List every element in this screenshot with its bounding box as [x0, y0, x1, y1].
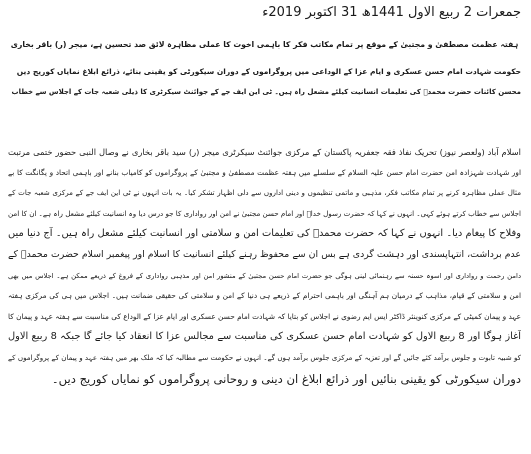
body-line: اجلاس سے خطاب کرتے ہوئے کہی۔ انہوں نے کہا کہ حضرت رسول خداؐ اور امام حسن مجتبیٰ نے امن اور رواداری کا جو درس دیا وہ انسانیت کیلئے مشعل راہ ہے۔ ان کا امن — [8, 208, 521, 218]
dateline: جمعرات 2 ربیع الاول 1441ھ 31 اکتوبر 2019ء — [262, 5, 521, 20]
body-line: آغاز ہوگا اور 8 ربیع الاول کو شہادت امام حسن عسکری کی مناسبت سے مجالس عزا کا انعقاد کیا جائے گا جبکہ 8 ربیع الاول — [8, 331, 521, 343]
body-line: اسلام آباد (ولعصر نیوز) تحریک نفاذ فقہ جعفریہ پاکستان کے مرکزی جوائنٹ سیکرٹری میجر (ر) سید باقر بخاری نے وصال النبی حضور ختمی مرتبت — [8, 147, 521, 157]
headline: ہفتہ عظمت مصطفیٰ و مجتبیٰ کے موقع پر تمام مکاتب فکر کا باہمی اخوت کا عملی مظاہرہ لائق صد تحسین ہے، میجر (ر) باقر بخاری — [10, 40, 519, 49]
body-line: مثال عملی مظاہرہ کرنے پر تمام مکاتب فکر، مذہبی و ماتمی تنظیموں و دینی اداروں سے دلی اظہار تشکر کیا۔ یہ بات انہوں نے ٹی این ایف جے کے مرکزی شعبہ جات کے — [8, 188, 521, 198]
body-line: عہد و پیمان کمیٹی کے مرکزی کنوینئر ڈاکٹر ایس ایم رضوی نے اجلاس کو بتایا کہ شہادت امام حسن عسکری اور ایام عزا کے الوداع کی مناسبت سے ہفتہ عہد و پیمان کا — [8, 311, 521, 321]
body-line: وفلاح کا پیغام دیا۔ انہوں نے کہا کہ حضرت محمدؐ کی تعلیمات امن و سلامتی اور انسانیت کیلئے مشعل راہ ہیں۔ آج دنیا میں — [8, 228, 521, 240]
subhead-2: محسن کائنات حضرت محمدؐ کی تعلیمات انسانیت کیلئے مشعل راہ ہیں۔ ٹی این ایف جے کے جوائنٹ سیکرٹری کا ذیلی شعبہ جات کے اجلاس سے خطاب — [11, 88, 521, 96]
body-line: اور شہادت شہزادہ امن حضرت امام حسن علیہ السلام کے سلسلے میں ہفتہ عظمت مصطفیٰ و مجتبیٰ کے پروگراموں کو کامیاب بنانے اور باہمی اتحاد و یگانگت کا بے — [8, 167, 521, 177]
body-line: کو شبیہ تابوت و جلوس برآمد کئے جائیں گے اور تعزیہ کے مرکزی جلوس برآمد ہوں گے۔ انہوں نے حکومت سے مطالبہ کیا کہ ملک بھر میں ہفتہ عہد و پیمان کے پروگراموں کے — [8, 352, 521, 362]
body-line: دامن رحمت و رواداری اور اسوہ حسنہ سے رہنمائی لینی ہوگی جو حضرت امام حسن مجتبیٰ کے منشور امن اور مذہبی رواداری کے فروغ کے ذریعے ممکن ہے۔ اجلاس میں بھی — [8, 271, 521, 280]
article-body — [8, 142, 521, 389]
body-line: امن و سلامتی کے قیام، مذاہب کے درمیان ہم آہنگی اور باہمی احترام کے ذریعے ہی دنیا کے امن و سلامتی کی حقیقی ضمانت ہیں۔ اجلاس میں ہی کی مرکزی ہفتہ — [8, 291, 521, 301]
subheads — [8, 62, 521, 102]
body-line: عدم برداشت، انتہاپسندی اور دہشت گردی ہے بس ان سے محفوظ رہنے کیلئے انسانیت کا اسلام اور پیغمبر اسلام حضرت محمدؐ کے — [8, 248, 521, 260]
body-line: دوران سیکورٹی کو یقینی بنائیں اور ذرائع ابلاغ ان دینی و روحانی پروگراموں کو نمایاں کوریج دیں۔ — [51, 371, 521, 386]
subhead-1: حکومت شہادت امام حسن عسکری و ایام عزا کے الوداعی میں پروگراموں کے دوران سیکورٹی کو یقینی بنائے، ذرائع ابلاغ نمایاں کوریج دیں — [16, 67, 521, 76]
